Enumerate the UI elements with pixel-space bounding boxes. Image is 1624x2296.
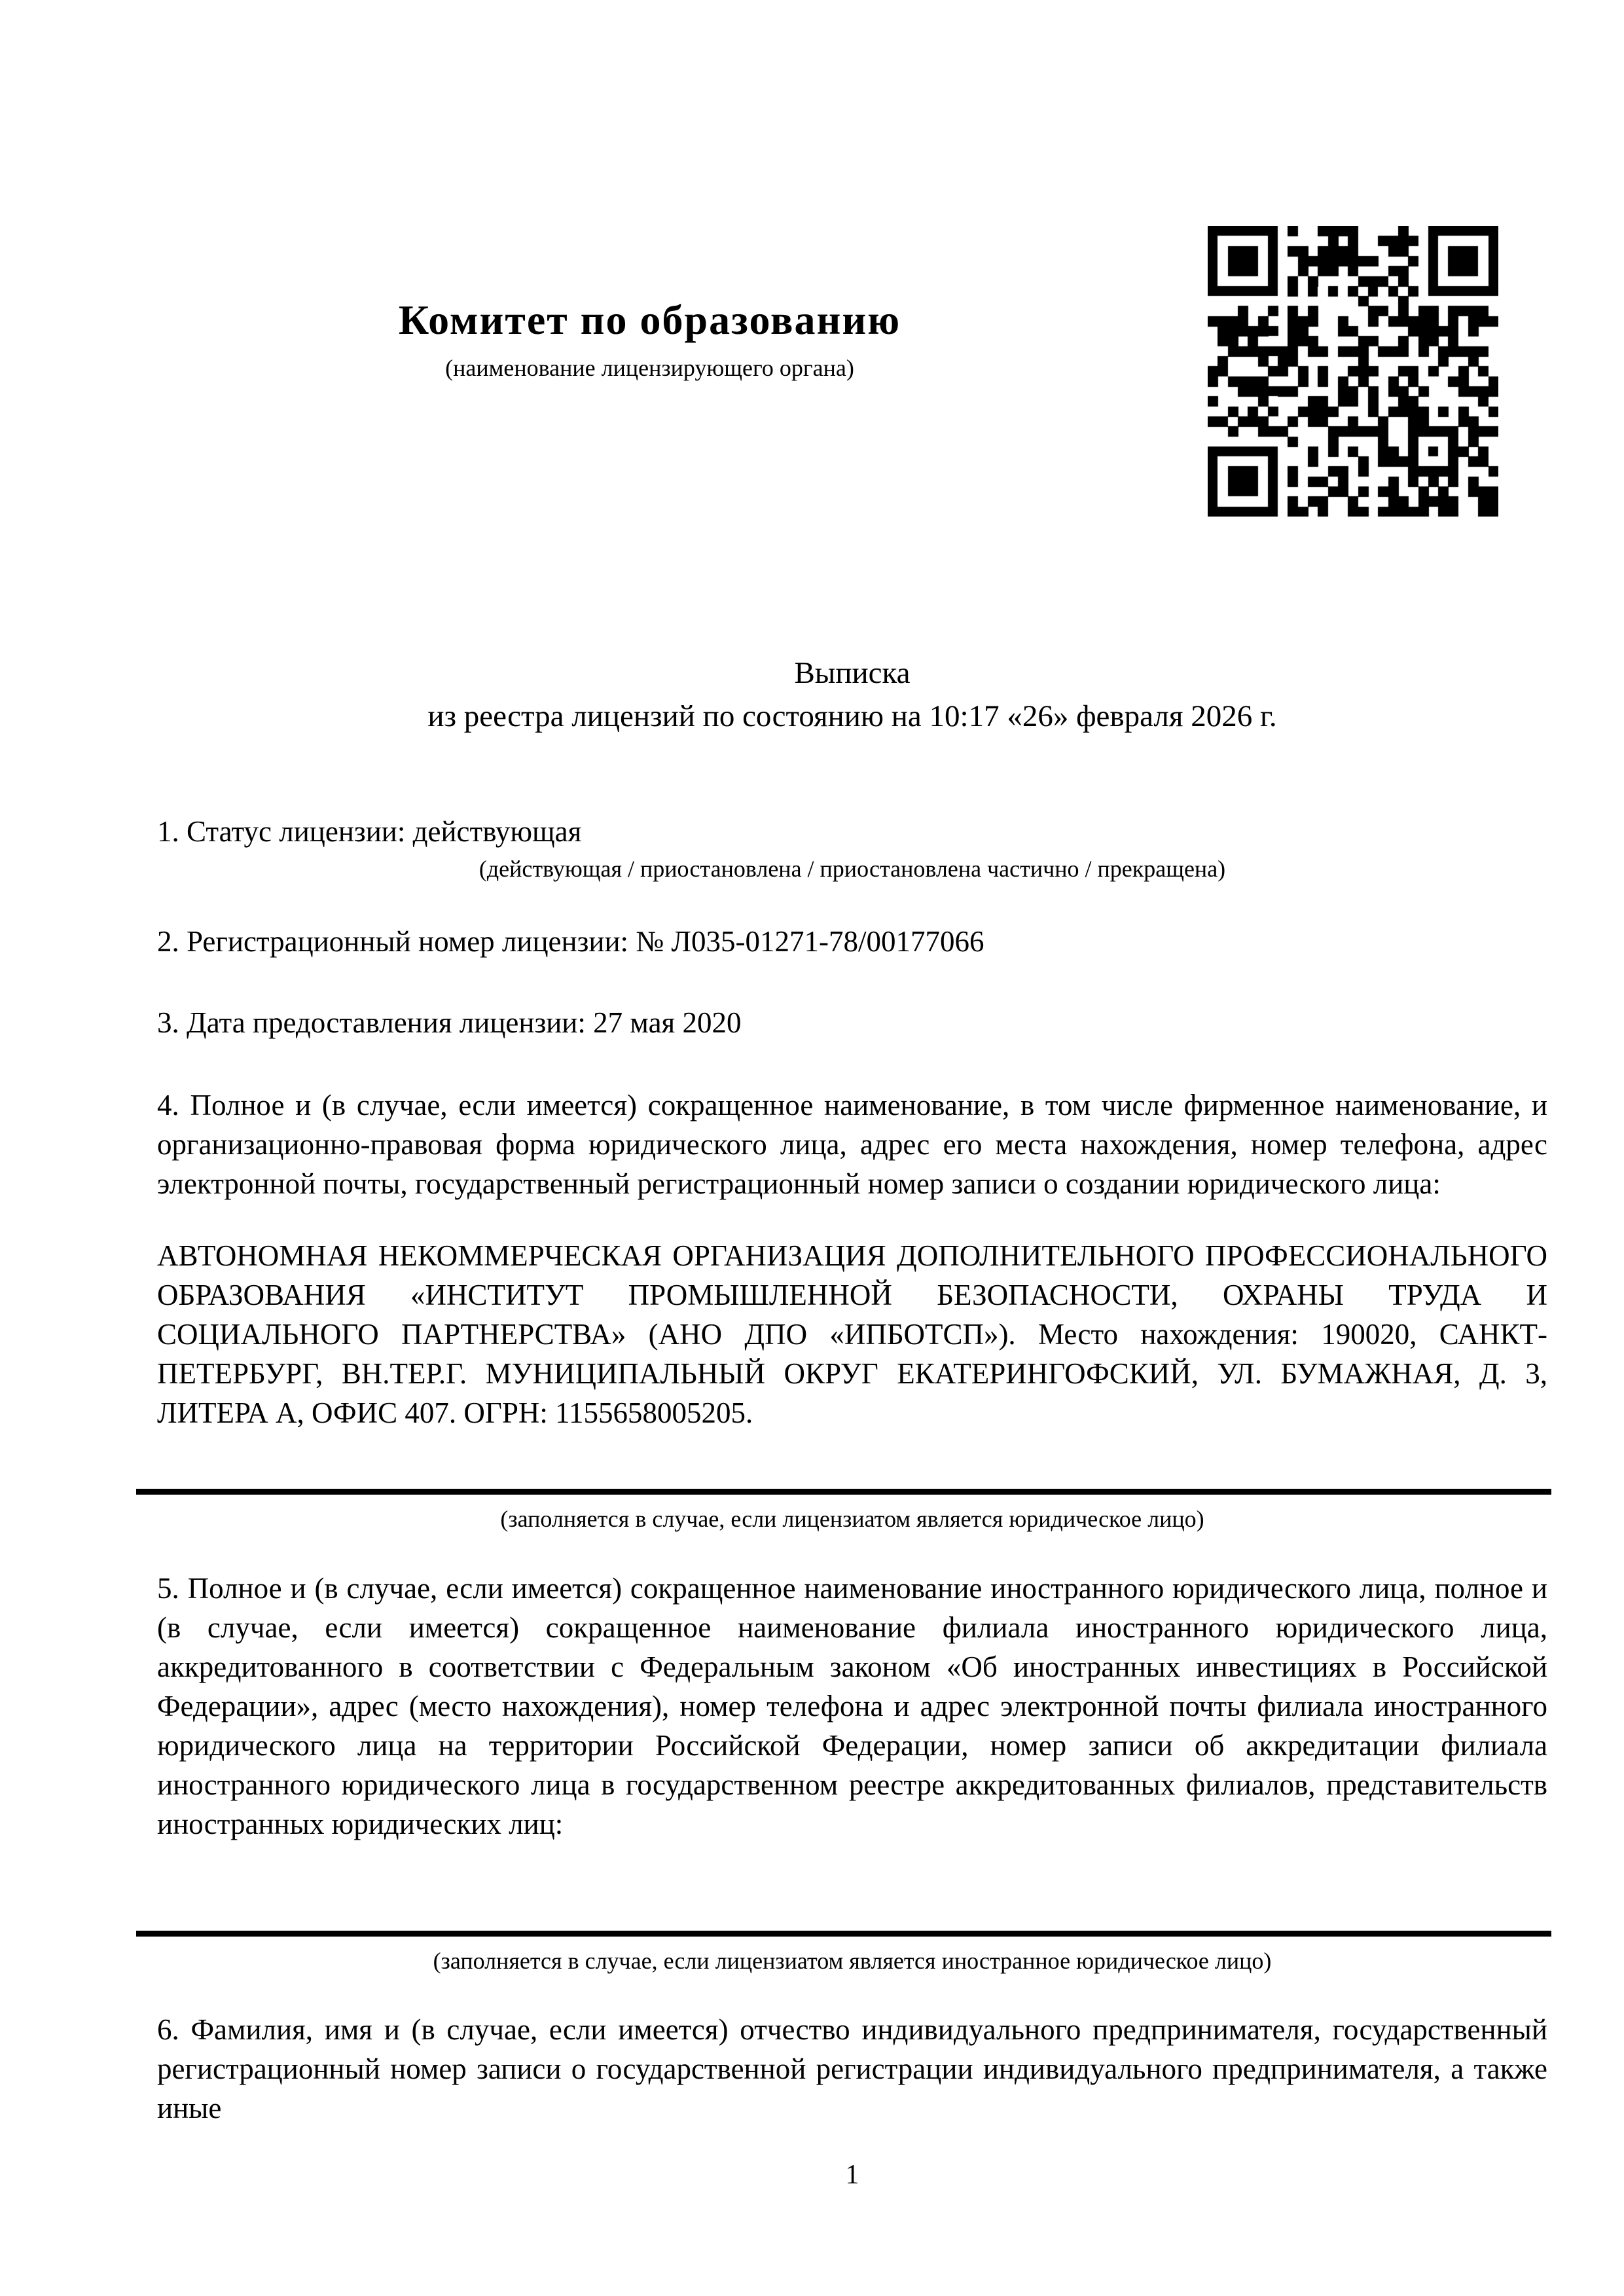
foreign-entity-caption: (заполняется в случае, если лицензиатом является иностранное юридическое лицо) <box>433 1948 1272 1974</box>
legal-entity-intro-paragraph: 4. Полное и (в случае, если имеется) сокращенное наименование, в том числе фирменное наименование, и организационно-правовая форма юридического лица, адрес его места нахождения, номер телефона, адрес электронной почты, государственный регистрационный номер записи о создании юридического лица: <box>157 1089 1547 1200</box>
document-title-line2: из реестра лицензий по состоянию на 10:17 «26» февраля 2026 г. <box>427 699 1277 733</box>
document-title <box>157 651 1547 738</box>
legal-entity-caption: (заполняется в случае, если лицензиатом является юридическое лицо) <box>500 1506 1204 1532</box>
legal-entity-name-value: АВТОНОМНАЯ НЕКОММЕРЧЕСКАЯ ОРГАНИЗАЦИЯ ДОПОЛНИТЕЛЬНОГО ПРОФЕССИОНАЛЬНОГО ОБРАЗОВАНИЯ «ИНСТИТУТ ПРОМЫШЛЕННОЙ БЕЗОПАСНОСТИ, ОХРАНЫ ТРУДА И СОЦИАЛЬНОГО ПАРТНЕРСТВА» (АНО ДПО «ИПБОТСП»). Место нахождения: 190020, САНКТ-ПЕТЕРБУРГ, ВН.ТЕР.Г. МУНИЦИПАЛЬНЫЙ ОКРУГ ЕКАТЕРИНГОФСКИЙ, УЛ. БУМАЖНАЯ, Д. 3, ЛИТЕРА А, ОФИС 407. ОГРН: 1155658005205. <box>157 1239 1547 1429</box>
page-number: 1 <box>845 2160 859 2190</box>
licensing-authority-header <box>157 296 1142 382</box>
registration-number-line: 2. Регистрационный номер лицензии: № Л035-01271-78/00177066 <box>157 925 984 958</box>
individual-entrepreneur-paragraph: 6. Фамилия, имя и (в случае, если имеется) отчество индивидуального предпринимателя, государственный регистрационный номер записи о государственной регистрации индивидуального предпринимателя, а также иные <box>157 2013 1547 2124</box>
licensing-authority-caption: (наименование лицензирующего органа) <box>445 355 854 381</box>
legal-entity-underline <box>136 1489 1551 1495</box>
grant-date-line: 3. Дата предоставления лицензии: 27 мая 2020 <box>157 1006 742 1039</box>
qr-code-icon <box>1208 226 1498 517</box>
document-title-line1: Выписка <box>794 656 911 690</box>
foreign-entity-paragraph: 5. Полное и (в случае, если имеется) сокращенное наименование иностранного юридического лица, полное и (в случае, если имеется) сокращенное наименование филиала иностранного юридического лица, аккредитованного в соответствии с Федеральным законом «Об иностранных инвестициях в Российской Федерации», адрес (место нахождения), номер телефона и адрес электронной почты филиала иностранного юридического лица на территории Российской Федерации, номер записи об аккредитации филиала иностранного юридического лица в государственном реестре аккредитованных филиалов, представительств иностранных юридических лиц: <box>157 1572 1547 1840</box>
licensing-authority-name: Комитет по образованию <box>398 297 901 343</box>
foreign-entity-underline <box>136 1931 1551 1937</box>
license-status-caption: (действующая / приостановлена / приостановлена частично / прекращена) <box>478 856 1226 882</box>
license-status-line: 1. Статус лицензии: действующая <box>157 815 582 848</box>
